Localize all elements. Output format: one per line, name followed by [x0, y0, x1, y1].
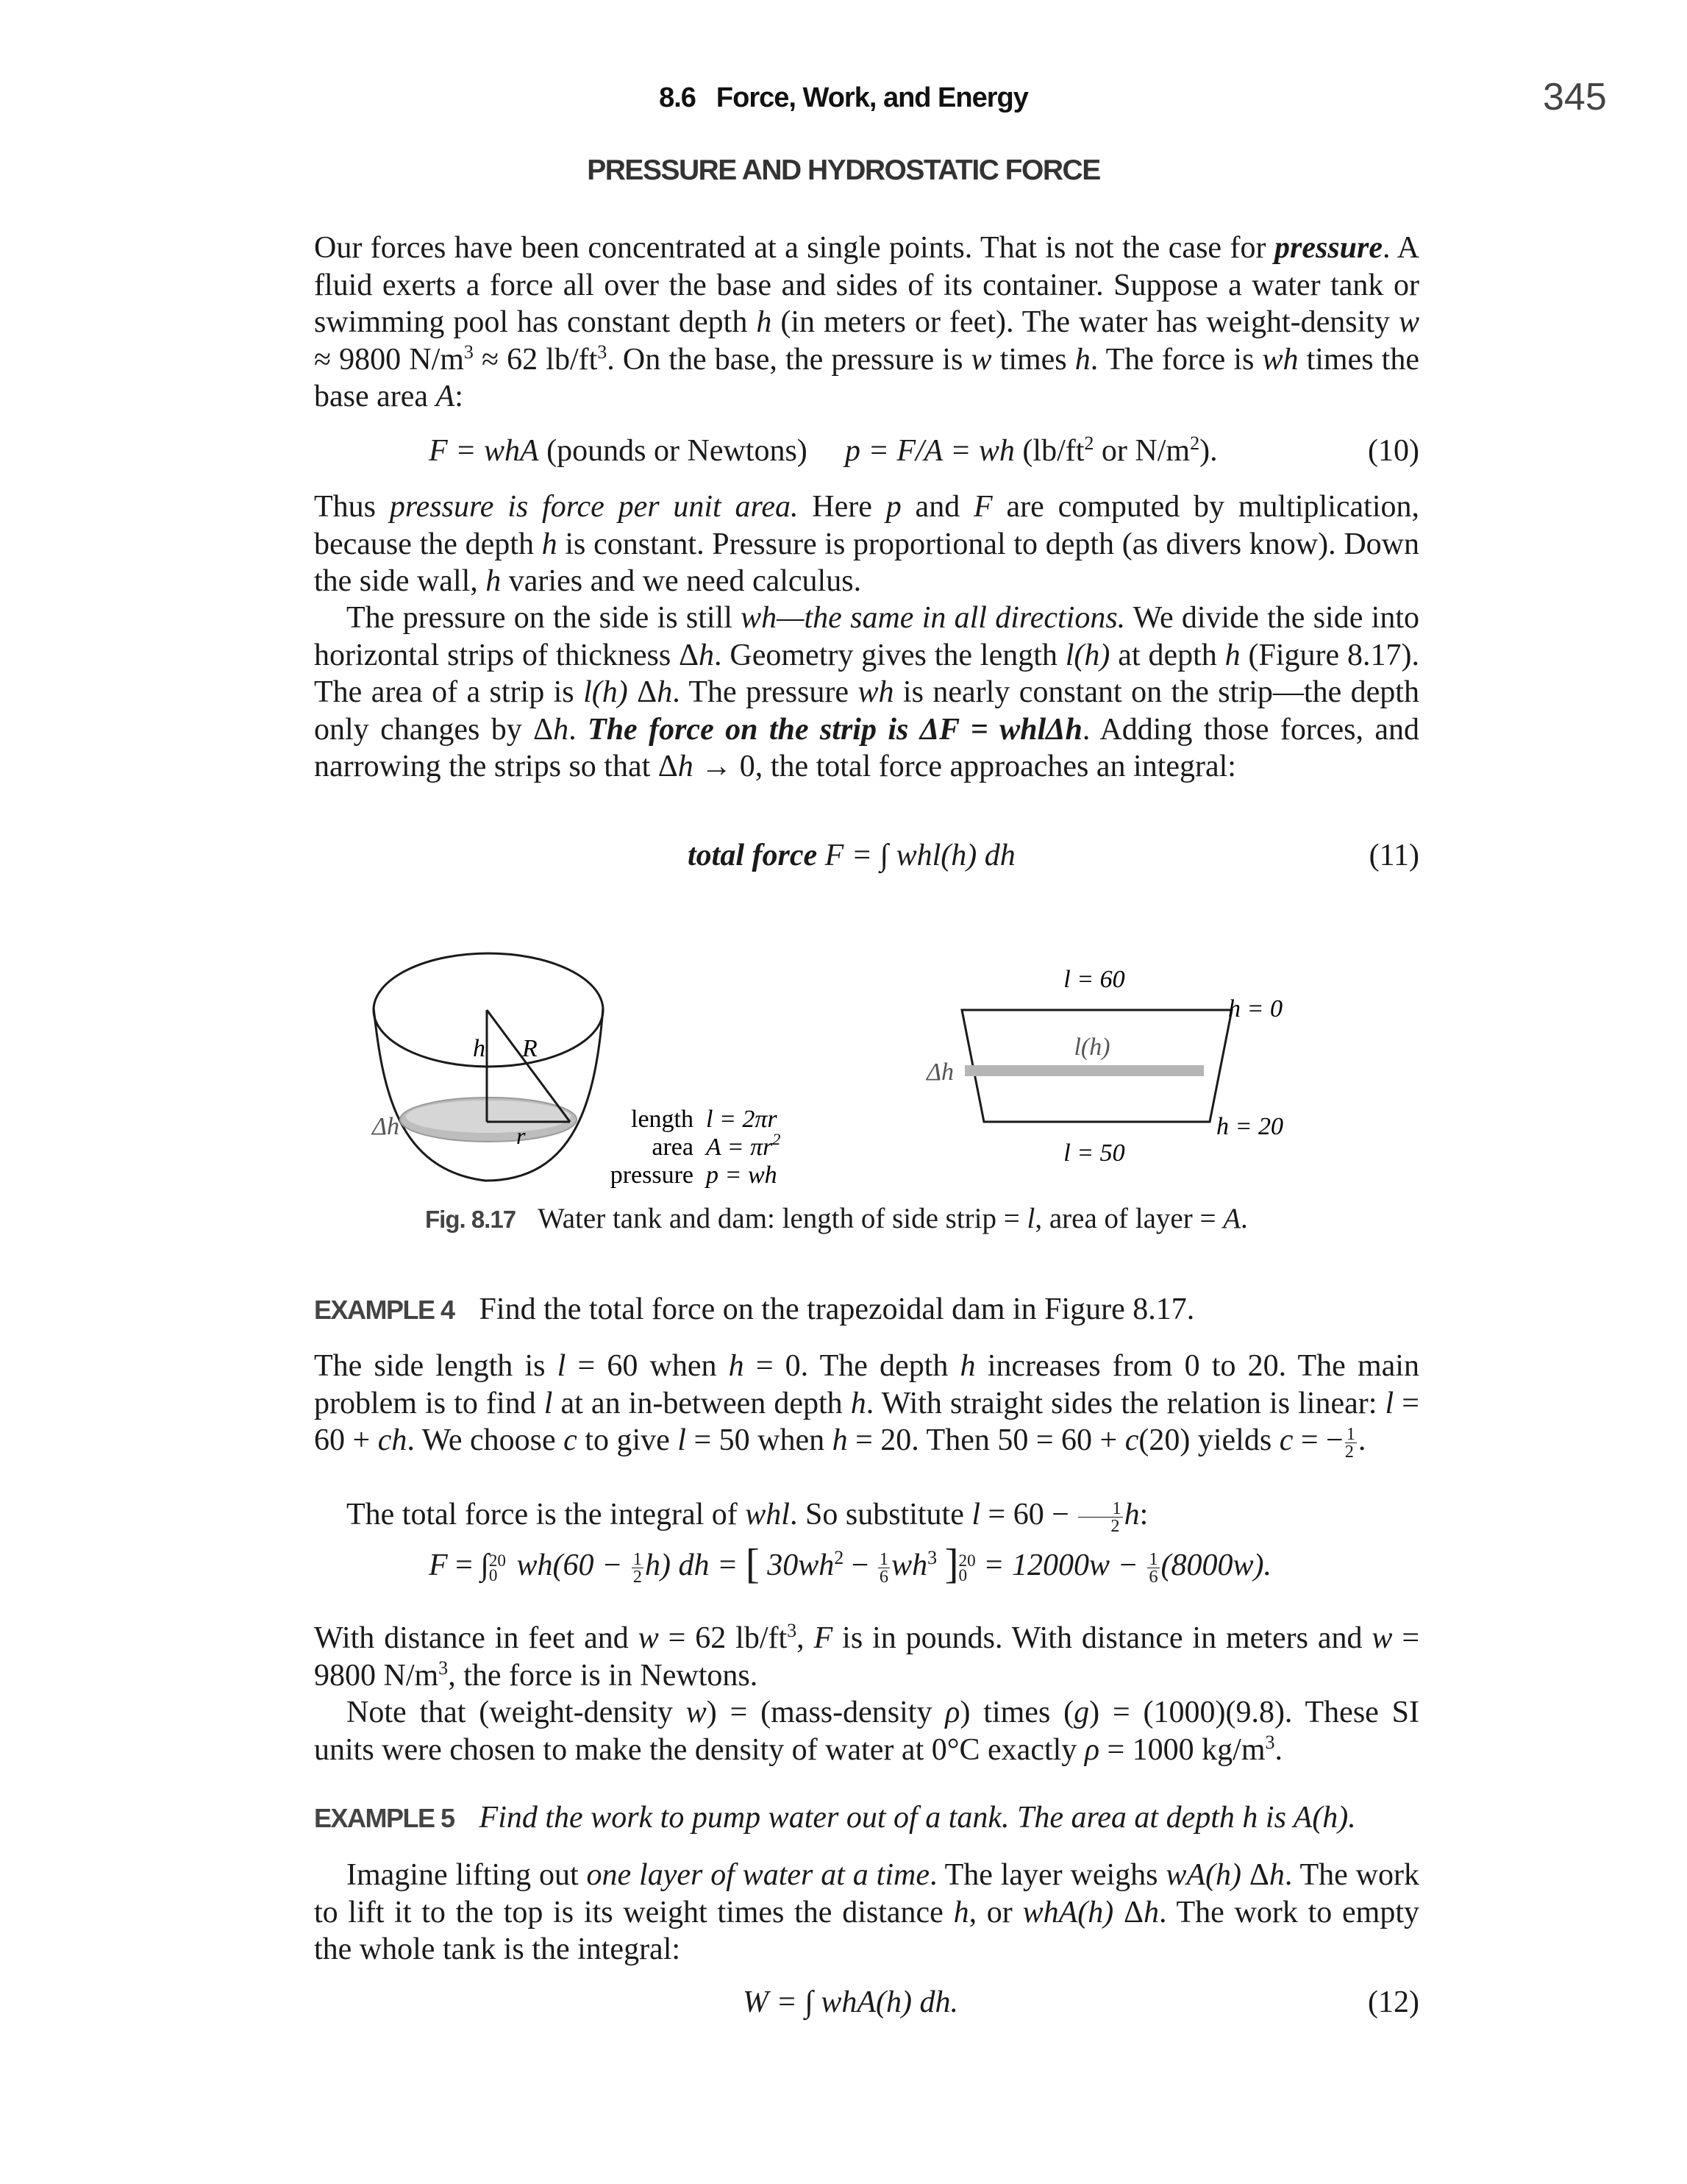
section-title: Force, Work, and Energy	[716, 82, 1028, 113]
tank-rim	[374, 953, 603, 1067]
tank-length-eq: l = 2πr	[706, 1106, 777, 1133]
equation-number: (11)	[1369, 839, 1419, 872]
dam-bottom-depth: h = 20	[1216, 1113, 1283, 1140]
equation-number: (10)	[1368, 434, 1419, 468]
equation-11: total force F = ∫ whl(h) dh (11)	[688, 839, 1419, 872]
example-4-solution: The side length is l = 60 when h = 0. The depth h increases from 0 to 20. The main problem is to find l at an in-between depth h. With straight sides the relation is linear: l = 60 + ch. We choose c to give l = 50 when h = 20. Then 50 = 60 + c(20) yields c = − $\frac{1}{2}$ .	[314, 1349, 1419, 1462]
tank-layer-inner	[406, 1100, 571, 1133]
figure-8-17	[353, 927, 1383, 1192]
example-5-explanation: Imagine lifting out one layer of water at a time. The layer weighs wA(h) Δh. The work to lift it to the top is its weight times the distance h, or whA(h) Δh. The work to empty the whole tank is the integral:	[314, 1858, 1419, 1966]
tank-area-word: area	[652, 1134, 693, 1161]
equation-12: W = ∫ whA(h) dh. (12)	[743, 1985, 1419, 2019]
dam-bottom-length: l = 50	[1063, 1139, 1125, 1167]
dam-strip-shaded	[965, 1065, 1204, 1076]
page-number: 345	[1543, 76, 1607, 118]
example-4-substitution: The total force is the integral of whl. So substitute l = 60 − $\frac{1}{2}$ h:	[346, 1498, 1149, 1536]
tank-area-eq: $A = \pi r^2$	[706, 1130, 781, 1161]
example-prompt: Find the work to pump water out of a tank. The area at depth h is A(h).	[479, 1801, 1356, 1835]
paragraph-side-pressure: The pressure on the side is still wh—the same in all directions. We divide the side into horizontal strips of thickness Δh. Geometry gives the length l(h) at depth h (Figure 8.17). The area of a strip is l(h) Δh. The pressure wh is nearly constant on the strip—the depth only changes by Δh. The force on the strip is ΔF = whlΔh. Adding those forces, and narrowing the strips so that Δh → 0, the total force approaches an integral:	[314, 601, 1420, 783]
dam-strip-dh: Δh	[927, 1059, 954, 1086]
tank-label-h: h	[473, 1035, 485, 1062]
dam-top-length: l = 60	[1063, 966, 1125, 993]
figure-tag: Fig. 8.17	[425, 1206, 516, 1233]
running-head	[0, 82, 1687, 114]
example-4-note: Note that (weight-density w) = (mass-density ρ) times (g) = (1000)(9.8). These SI units were chosen to make the density of water at 0°C exactly ρ = 1000 $kg/m^3$.	[314, 1696, 1419, 1767]
dam-strip-length: l(h)	[1074, 1034, 1110, 1061]
tank-label-R: R	[522, 1035, 538, 1062]
equation-number: (12)	[1368, 1985, 1419, 2019]
tank-pressure-word: pressure	[610, 1162, 693, 1189]
example-prompt: Find the total force on the trapezoidal dam in Figure 8.17.	[479, 1292, 1195, 1326]
section-number: 8.6	[659, 82, 696, 113]
tank-bowl-outline	[374, 1008, 603, 1181]
tank-pressure-eq: p = wh	[706, 1162, 777, 1189]
example-label: EXAMPLE 5	[314, 1803, 454, 1833]
example-5-heading	[314, 1800, 1419, 1835]
paragraph-intro: Our forces have been concentrated at a single points. That is not the case for pressure. A fluid exerts a force all over the base and sides of its container. Suppose a water tank or swimming pool has constant depth h (in meters or feet). The water has weight-density w ≈ 9800 $N/m^3 \approx 62$ $lb/ft^3$. On the base, the pressure is w times h. The force is wh times the base area A:	[314, 231, 1419, 413]
dam-top-depth: h = 0	[1228, 995, 1283, 1022]
tank-length-word: length	[631, 1106, 693, 1133]
example-4-equation: F = ∫ 20 0 wh(60 − $\frac{1}{2}$ h) dh = [ $30wh^2$ − $\frac{1}{6}$ $wh^3$ ] 20 0 = 12000w − $\frac{1}{6}$ (8000w).	[429, 1541, 1272, 1587]
example-4-units: With distance in feet and w = 62 $lb/ft^3$, F is in pounds. With distance in meters and w = 9800 $N/m^3$, the force is in Newtons.	[314, 1620, 1420, 1693]
paragraph-pressure: Thus pressure is force per unit area. Here p and F are computed by multiplication, because the depth h is constant. Pressure is proportional to depth (as divers know). Down the side wall, h varies and we need calculus.	[314, 490, 1419, 598]
figure-caption: Fig. 8.17 Water tank and dam: length of side strip = l, area of layer = A.	[425, 1203, 1248, 1234]
tank-label-dh: Δh	[372, 1113, 399, 1140]
subsection-title: PRESSURE AND HYDROSTATIC FORCE	[587, 154, 1100, 186]
tank-label-r: r	[516, 1123, 526, 1149]
example-4-heading	[314, 1292, 1419, 1327]
water-tank-diagram	[371, 953, 780, 1189]
example-label: EXAMPLE 4	[314, 1295, 454, 1325]
equation-10: F = whA (pounds or Newtons) p = F/A = wh ($lb/ft^2$ or $N/m^2$). (10)	[429, 433, 1419, 468]
dam-diagram	[925, 966, 1283, 1167]
